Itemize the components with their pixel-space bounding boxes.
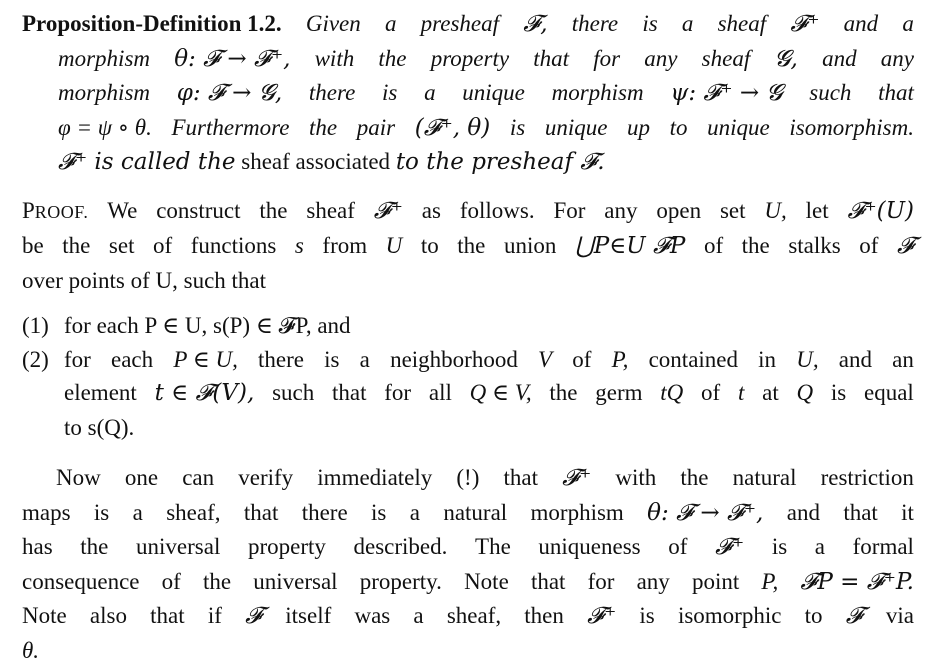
proposition-line-4 (22, 111, 914, 146)
word: sheaf (306, 194, 355, 228)
math-expression: θ: 𝓕 → 𝓕⁺, (647, 497, 763, 531)
word: the (309, 111, 337, 145)
condition-text: for each P ∈ U, s(P) ∈ 𝓕P, and (64, 309, 351, 343)
word: morphism (58, 76, 150, 110)
word: there (572, 7, 618, 41)
sentence-fragment: over points of U, such that (22, 264, 266, 298)
proof-label-initial: P (22, 198, 35, 223)
word: restriction (821, 461, 914, 495)
conclusion-line-6 (22, 634, 914, 667)
math-symbol: 𝓕⁺ (715, 531, 744, 565)
math-symbol: 𝓕 (245, 600, 262, 634)
word: a (424, 76, 436, 110)
math-symbol: U, (796, 343, 818, 377)
math-symbol: θ. (22, 634, 39, 667)
math-symbol: 𝓕⁺ (562, 462, 591, 496)
word: is (831, 376, 846, 410)
word: the (549, 376, 577, 410)
math-symbol: U (386, 229, 403, 263)
proof-label-rest: ROOF. (35, 202, 89, 222)
word: a (360, 343, 370, 377)
math-expression: θ: 𝓕 → 𝓕⁺, (174, 43, 290, 77)
word: neighborhood (390, 343, 518, 377)
word: of (859, 229, 878, 263)
word: is (371, 496, 386, 530)
proposition-line-3 (22, 76, 914, 111)
word: described. (354, 530, 448, 564)
word: open (656, 194, 701, 228)
word: The (475, 530, 511, 564)
word: presheaf (421, 7, 499, 41)
condition-label: (1) (22, 309, 64, 343)
math-symbol: 𝓕, (523, 8, 547, 42)
sentence-fragment: 𝓕⁺ is called the (58, 146, 236, 180)
word: for (384, 376, 411, 410)
word: For (553, 194, 585, 228)
text-page (22, 7, 914, 667)
word: set (720, 194, 746, 228)
word: that (878, 76, 914, 110)
word: universal (136, 530, 220, 564)
math-symbol: P, (612, 343, 629, 377)
word: the (457, 229, 485, 263)
math-symbol: 𝓕 (846, 600, 863, 634)
word: stalks (788, 229, 840, 263)
condition-2-line-1 (22, 343, 914, 377)
math-expression: ⋃P∈U 𝓕P (575, 230, 686, 264)
math-expression: φ = ψ ∘ θ. (58, 111, 152, 145)
word: the (378, 42, 406, 76)
word: for (588, 565, 615, 599)
math-symbol: t (738, 376, 744, 410)
word: a (413, 599, 423, 633)
proof-line-3 (22, 264, 914, 298)
word: is (772, 530, 787, 564)
word: the (80, 530, 108, 564)
word: isomorphism. (789, 111, 914, 145)
condition-2-line-3 (22, 411, 914, 445)
word: uniqueness (538, 530, 640, 564)
math-symbol: 𝓖, (774, 43, 797, 77)
math-symbol: Q (797, 376, 814, 410)
word: the (62, 229, 90, 263)
math-expression: P ∈ U, (173, 343, 238, 377)
word: with (615, 461, 656, 495)
word: can (182, 461, 214, 495)
word: that (332, 376, 367, 410)
word: let (806, 194, 829, 228)
word: a (410, 496, 420, 530)
word: such (809, 76, 851, 110)
word: set (109, 229, 135, 263)
proposition-block (22, 7, 914, 180)
word: Note (22, 599, 67, 633)
word: pair (357, 111, 395, 145)
word: there (309, 76, 355, 110)
conclusion-line-5 (22, 599, 914, 634)
math-expression: t ∈ 𝓕(V), (155, 377, 255, 411)
proposition-line-2 (22, 42, 914, 77)
word: that (843, 496, 878, 530)
word: with (315, 42, 355, 76)
word: up (627, 111, 650, 145)
word: unique (707, 111, 770, 145)
word: that (531, 565, 566, 599)
word: equal (864, 376, 914, 410)
math-expression: φ: 𝓕 → 𝓖, (177, 77, 283, 111)
word: any (881, 42, 914, 76)
word: morphism (552, 76, 644, 110)
proof-block (22, 194, 914, 298)
math-symbol: 𝓕⁺ (374, 195, 403, 229)
conclusion-line-1 (22, 461, 914, 496)
condition-1 (22, 309, 914, 343)
word: the (259, 194, 287, 228)
math-expression: Q ∈ V, (470, 376, 532, 410)
word: at (762, 376, 779, 410)
word: has (22, 530, 53, 564)
word: via (886, 599, 914, 633)
math-symbol: s (295, 229, 304, 263)
word: of (701, 376, 720, 410)
word: from (322, 229, 367, 263)
word: universal (253, 565, 337, 599)
word: a (902, 7, 914, 41)
word: morphism (531, 496, 624, 530)
word: that (533, 42, 569, 76)
word: unique (545, 111, 608, 145)
math-symbol: 𝓕⁺ (790, 8, 819, 42)
word: to (421, 229, 439, 263)
word: also (90, 599, 127, 633)
word: and (787, 496, 820, 530)
word: to (805, 599, 823, 633)
word: the (742, 229, 770, 263)
word: any (644, 42, 677, 76)
word: and (822, 42, 857, 76)
word: there (258, 343, 304, 377)
word: of (572, 343, 591, 377)
condition-2-line-2 (22, 376, 914, 411)
word: for (64, 347, 91, 372)
math-symbol: 𝓕⁺ (587, 600, 616, 634)
word: of (668, 530, 687, 564)
defined-term: sheaf associated (241, 145, 390, 179)
proposition-heading: Proposition-Definition 1.2. (22, 7, 282, 41)
conclusion-line-4 (22, 565, 914, 600)
proof-line-2 (22, 229, 914, 264)
word: any (637, 565, 670, 599)
word: of (704, 229, 723, 263)
word: is (639, 599, 654, 633)
word: is (642, 7, 657, 41)
word: then (524, 599, 564, 633)
word: isomorphic (678, 599, 782, 633)
math-symbol: P, (761, 565, 778, 599)
word: formal (853, 530, 914, 564)
word: functions (191, 229, 277, 263)
word: a (385, 7, 397, 41)
word: a (682, 7, 694, 41)
math-symbol: U, (764, 194, 786, 228)
word: (!) (456, 461, 479, 495)
word: and (839, 343, 872, 377)
word: a (133, 496, 143, 530)
word: property (431, 42, 509, 76)
word: of (162, 565, 181, 599)
word: the (680, 461, 708, 495)
word: as (422, 194, 441, 228)
word: natural (733, 461, 797, 495)
word: We (107, 194, 137, 228)
word: an (892, 343, 914, 377)
conclusion-paragraph (22, 461, 914, 667)
word: construct (156, 194, 240, 228)
word: be (22, 229, 44, 263)
word: all (429, 376, 452, 410)
word: of (153, 229, 172, 263)
word: and (844, 7, 879, 41)
math-symbol: tQ (660, 376, 683, 410)
proof-label (22, 194, 88, 230)
word: property. (360, 565, 442, 599)
word: point (692, 565, 739, 599)
word: that (150, 599, 185, 633)
word: it (901, 496, 914, 530)
word: each (111, 343, 153, 377)
word: is (510, 111, 525, 145)
word: the (203, 565, 231, 599)
word: sheaf (718, 7, 767, 41)
word: maps (22, 496, 71, 530)
proposition-line-5 (22, 145, 914, 180)
math-expression: 𝓕⁺(U) (848, 195, 914, 229)
conclusion-line-2 (22, 496, 914, 531)
proof-line-1 (22, 194, 914, 230)
math-expression: (𝓕⁺, θ) (415, 112, 491, 146)
word: property (248, 530, 326, 564)
word: there (302, 496, 348, 530)
word: follows. (460, 194, 535, 228)
word: contained (649, 343, 738, 377)
word: itself (285, 599, 331, 633)
word: is (94, 496, 109, 530)
word: Furthermore (171, 111, 289, 145)
word: for (593, 42, 620, 76)
word: natural (443, 496, 507, 530)
word: unique (462, 76, 525, 110)
word: is (324, 343, 339, 377)
math-expression: 𝓕P = 𝓕⁺P. (800, 566, 914, 600)
word: that (504, 461, 539, 495)
word: in (758, 343, 776, 377)
math-symbol: V (538, 343, 552, 377)
conditions-list (22, 309, 914, 444)
word: was (354, 599, 390, 633)
word: Given (306, 7, 361, 41)
sentence-fragment: to the presheaf 𝓕. (396, 146, 605, 180)
word: Now (56, 461, 101, 495)
word: that (244, 496, 279, 530)
word: morphism (58, 42, 150, 76)
word: element (64, 376, 137, 410)
math-symbol: 𝓕 (897, 230, 914, 264)
word: to (670, 111, 688, 145)
word: one (125, 461, 158, 495)
word: such (272, 376, 314, 410)
condition-2-first (64, 343, 91, 377)
word: germ (595, 376, 642, 410)
condition-label: (2) (22, 343, 64, 377)
proposition-line-1 (22, 7, 914, 42)
word: consequence (22, 565, 140, 599)
conclusion-line-3 (22, 530, 914, 565)
word: a (815, 530, 825, 564)
math-expression: ψ: 𝓕⁺ → 𝓖 (670, 77, 782, 111)
sentence-fragment: to s(Q). (64, 411, 134, 445)
word: sheaf, (166, 496, 220, 530)
word: sheaf (702, 42, 751, 76)
word: verify (238, 461, 293, 495)
word: union (504, 229, 556, 263)
word: sheaf, (447, 599, 501, 633)
word: immediately (317, 461, 432, 495)
word: Note (464, 565, 509, 599)
word: is (382, 76, 397, 110)
word: if (208, 599, 222, 633)
word: any (604, 194, 637, 228)
